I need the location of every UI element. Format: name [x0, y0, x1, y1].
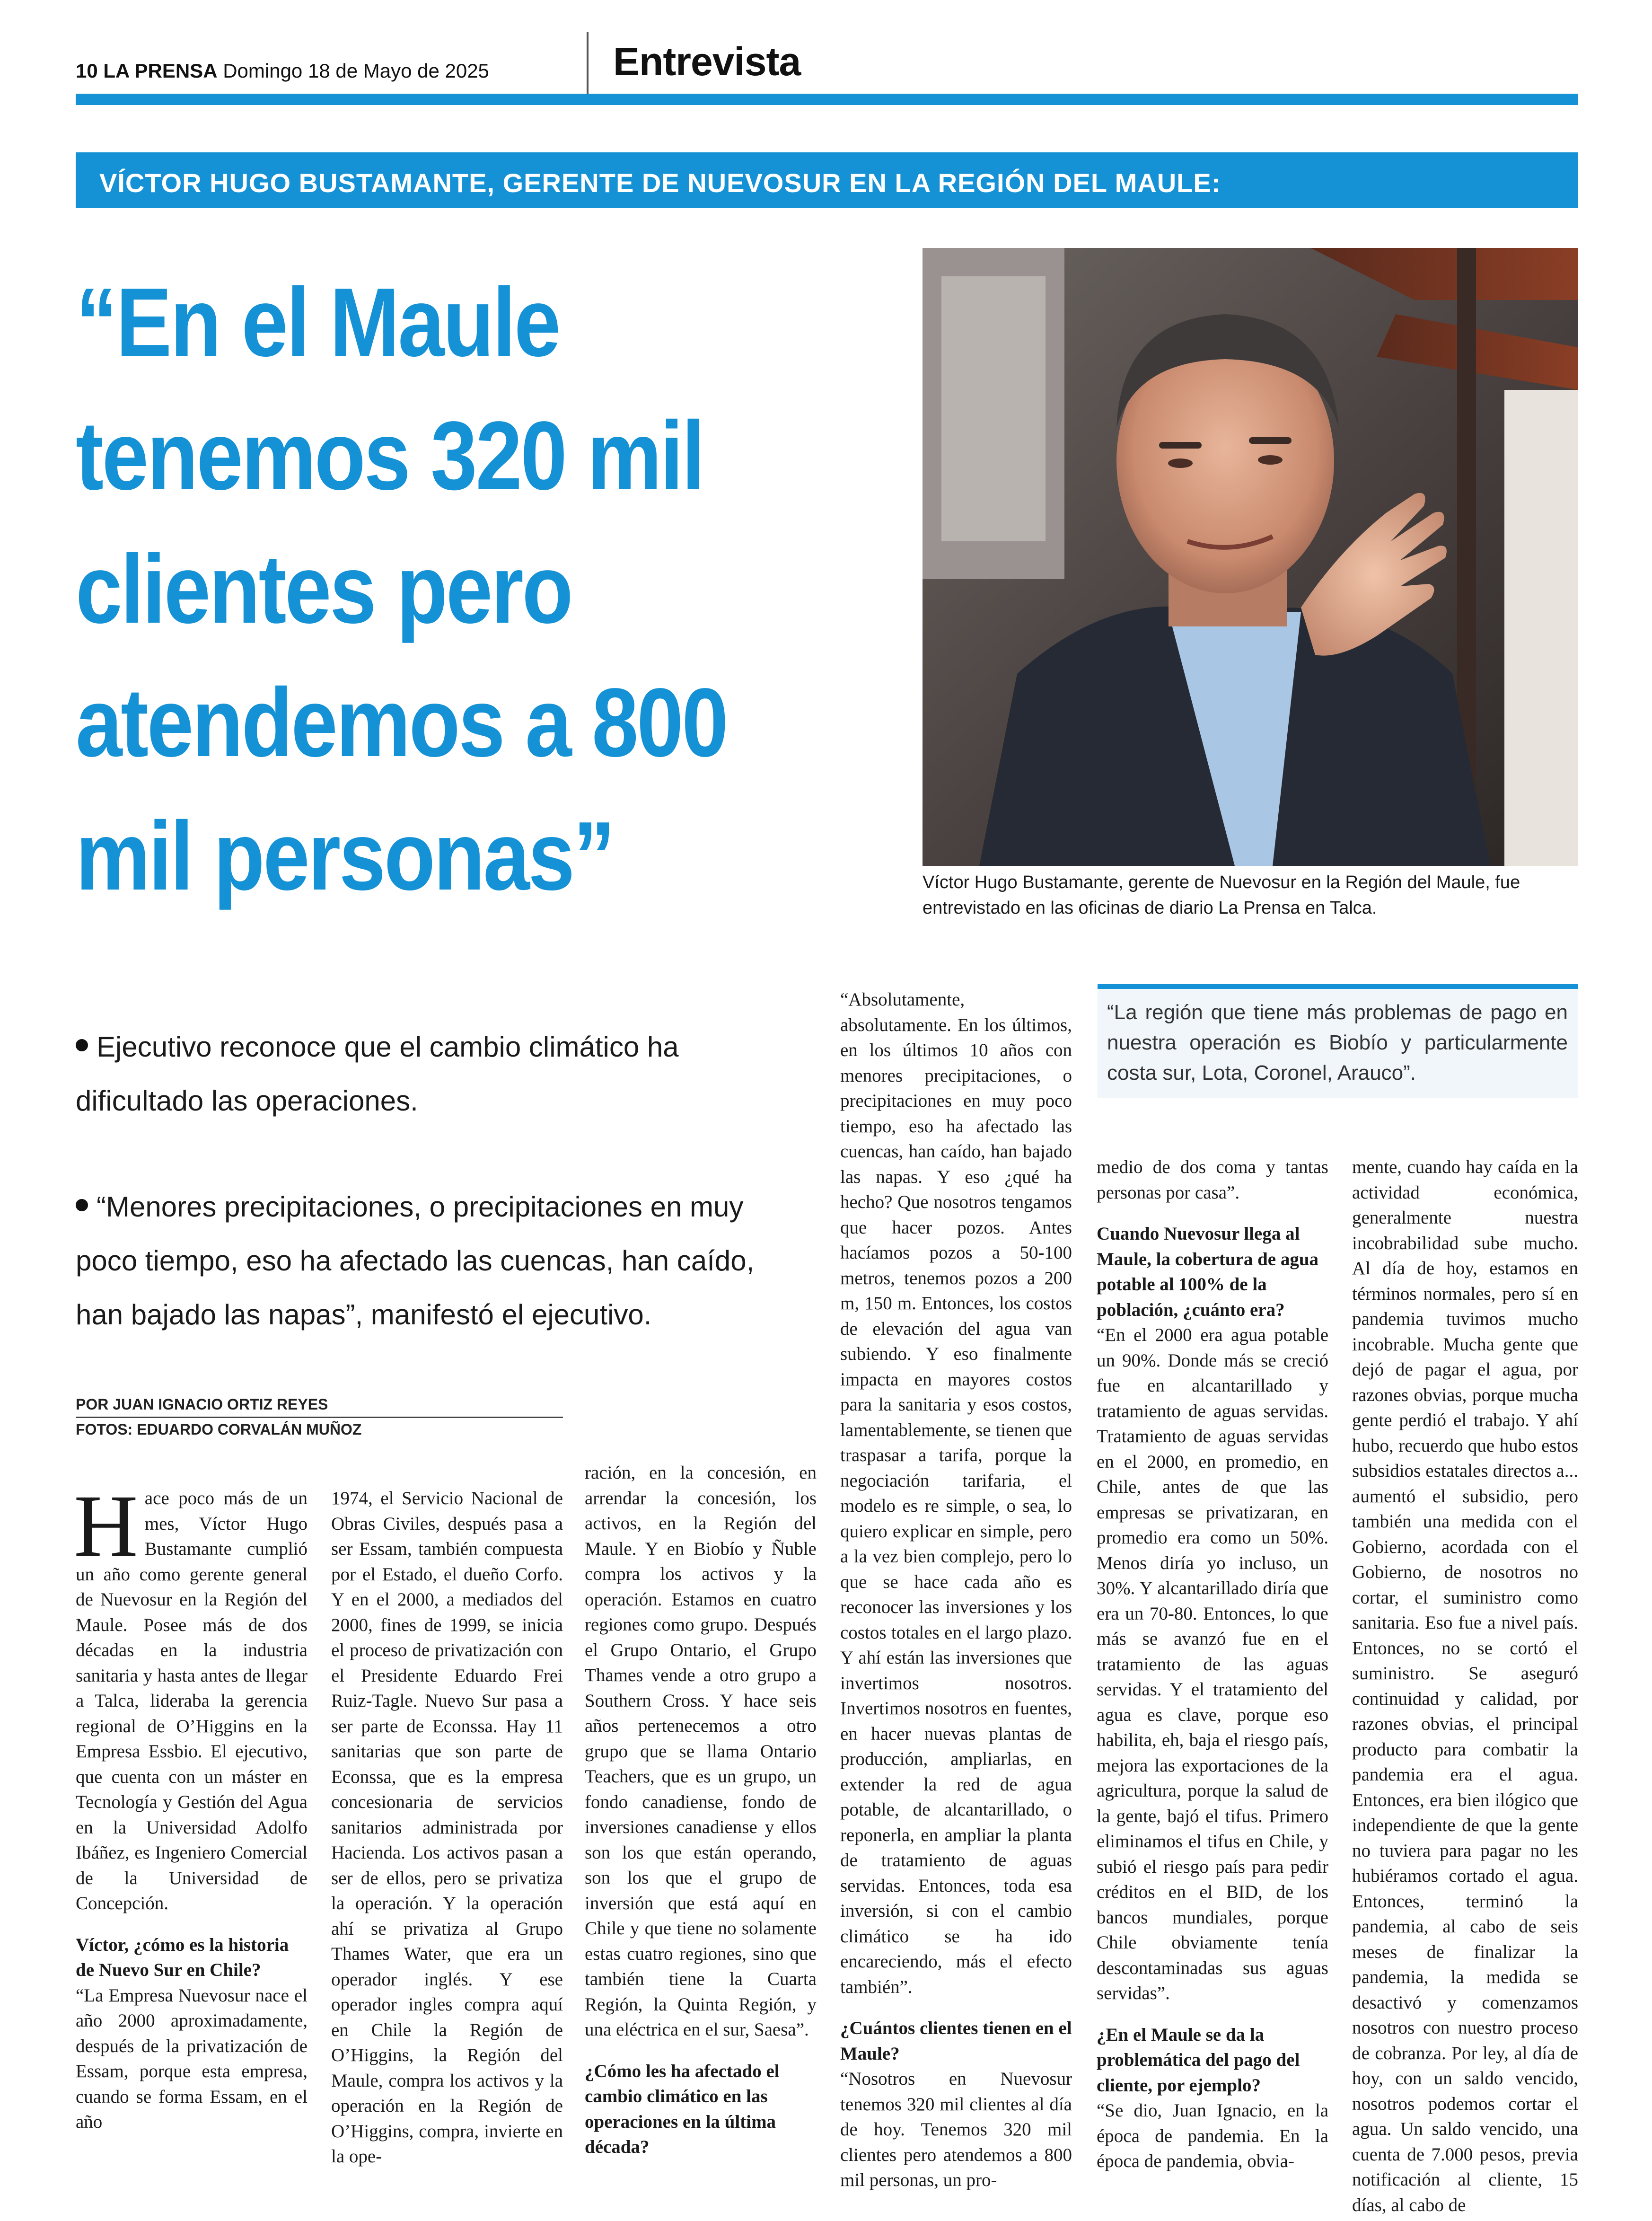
- bullet-text: Ejecutivo reconoce que el cambio climático ha dificultado las operaciones.: [76, 1031, 679, 1117]
- header-divider: [587, 32, 589, 98]
- interview-question: ¿En el Maule se da la problemática del pago del cliente, por ejemplo?: [1097, 2024, 1300, 2096]
- byline-photos: FOTOS: EDUARDO CORVALÁN MUÑOZ: [76, 1421, 362, 1438]
- bullet-item: [76, 1020, 785, 1128]
- paragraph: mente, cuando hay caída en la actividad económica, generalmente nuestra incobrabilidad sube mucho. Al día de hoy, estamos en términos normales, pero sí en pandemia tuvimos mucho incobrable. Mucha gente que dejó de pagar el agua, por razones obvias, porque mucha gente perdió el trabajo. Y ahí hubo, recuerdo que hubo estos subsidios estatales directos a... aumentó el subsidio, pero también una medida con el Gobierno, acordada con el Gobierno, de nosotros no cortar, el suministro como sanitaria. Eso fue a nivel país. Entonces, no se cortó el suministro. Se aseguró continuidad y calidad, por razones obvias, el principal producto para combatir la pandemia era el agua. Entonces, era bien ilógico que independiente de que la gente no tuviera para pagar no les hubiéramos cortado el agua. Entonces, terminó la pandemia, al cabo de seis meses de finalizar la pandemia, la medida se desactivó y comenzamos nosotros con nuestro proceso de cobranza. Por ley, al día de hoy, con un saldo vencido, nosotros podemos cortar el agua. Un saldo vencido, una cuenta de 7.000 pesos, previa notificación al cliente, 15 días, al cabo de: [1352, 1157, 1578, 2215]
- bullet-dot-icon: [76, 1039, 88, 1051]
- byline-author: POR JUAN IGNACIO ORTIZ REYES: [76, 1393, 563, 1418]
- page-number: 10: [76, 60, 98, 82]
- paragraph: medio de dos coma y tantas personas por casa”.: [1097, 1157, 1328, 1203]
- paragraph: 1974, el Servicio Nacional de Obras Civiles, después pasa a ser Essam, también compuesta por el Estado, el dueño Corfo. Y en el 2000, a mediados del 2000, fines de 1999, se inicia el proceso de privatización con el Presidente Eduardo Frei Ruiz-Tagle. Nuevo Sur pasa a ser parte de Econssa. Hay 11 sanitarias que son parte de Econssa, que es la empresa concesionaria de servicios sanitarios administrada por Hacienda. Los activos pasan a ser de ellos, pero se privatiza la operación. Y la operación ahí se privatiza al Grupo Thames Water, que era un operador inglés. Y ese operador ingles compra aquí en Chile la Región de O’Higgins, la Región del Maule, compra los activos y la operación en la Región de O’Higgins, compra, invierte en la ope-: [331, 1488, 563, 2167]
- drop-cap: H: [74, 1476, 138, 1575]
- headline: “En el Maule tenemos 320 mil clientes pero atendemos a 800 mil personas”: [76, 268, 727, 910]
- pull-quote: “La región que tiene más problemas de pago en nuestra operación es Biobío y particularmente costa sur, Lota, Coronel, Arauco”.: [1098, 984, 1578, 1098]
- summary-bullets: [76, 1020, 785, 1361]
- paragraph: ración, en la concesión, en arrendar la concesión, los activos, en la Región del Maule. Y en Biobío y Ñuble compra los activos y la operación. Estamos en cuatro regiones como grupo. Después el Grupo Ontario, el Grupo Thames vende a otro grupo a Southern Cross. Y hace seis años pertenecemos a otro grupo que se llama Ontario Teachers, que es un grupo, un fondo canadiense, fondo de inversiones canadiense y ellos son los que están operando, son los que el grupo de inversión que está aquí en Chile y que tiene no solamente estas cuatro regiones, sino que también tiene la Cuarta Región, la Quinta Región, y una eléctrica en el sur, Saesa”.: [585, 1463, 817, 2040]
- paragraph: “En el 2000 era agua potable un 90%. Donde más se creció fue en alcantarillado y tratamiento de aguas servidas. Tratamiento de aguas servidas en el 2000, en promedio, en Chile, antes de que las empresas se privatizaran, en promedio era como un 50%. Menos diría yo incluso, un 30%. Y alcantarillado diría que era un 70-80. Entonces, lo que más se avanzó fue en el tratamiento de las aguas servidas. Y el tratamiento del agua es clave, porque eso habilita, eh, baja el riesgo país, mejora las exportaciones de la agricultura, porque la salud de la gente, bajó el tifus. Primero eliminamos el tifus en Chile, y subió el riesgo país para pedir créditos en el BID, de los bancos mundiales, porque Chile obviamente tenía descontaminadas sus aguas servidas”.: [1097, 1325, 1328, 2003]
- lead-paragraph: [74, 1476, 308, 1916]
- interview-question: Víctor, ¿cómo es la historia de Nuevo Sur en Chile?: [76, 1934, 289, 1980]
- interview-photo: [923, 248, 1578, 866]
- paragraph: “La Empresa Nuevosur nace el año 2000 aproximadamente, después de la privatización de Essam, porque esta empresa, cuando se forma Essam, en el año: [76, 1985, 308, 2132]
- article-column-1: [74, 1476, 308, 2135]
- interview-question: ¿Cómo les ha afectado el cambio climático en las operaciones en la última década?: [585, 2061, 780, 2157]
- article-column-3: [585, 1460, 817, 2160]
- byline: [76, 1393, 563, 1441]
- kicker-text: VÍCTOR HUGO BUSTAMANTE, GERENTE DE NUEVOSUR EN LA REGIÓN DEL MAULE:: [99, 168, 1221, 198]
- article-column-6: [1352, 1155, 1578, 2218]
- bullet-dot-icon: [76, 1199, 88, 1211]
- bullet-text: “Menores precipitaciones, o precipitaciones en muy poco tiempo, eso ha afectado las cuencas, han caído, han bajado las napas”, manifestó el ejecutivo.: [76, 1191, 755, 1331]
- article-column-4: [840, 987, 1072, 2193]
- paragraph: “Nosotros en Nuevosur tenemos 320 mil clientes al día de hoy. Tenemos 320 mil clientes pero atendemos a 800 mil personas, un pro-: [840, 2069, 1072, 2190]
- photo-caption: Víctor Hugo Bustamante, gerente de Nuevosur en la Región del Maule, fue entrevistado en las oficinas de diario La Prensa en Talca.: [923, 873, 1520, 918]
- page-header: [76, 60, 489, 82]
- kicker-band: [76, 152, 1578, 208]
- issue-date: Domingo 18 de Mayo de 2025: [223, 60, 489, 82]
- interview-question: ¿Cuántos clientes tienen en el Maule?: [840, 2018, 1072, 2064]
- portrait-illustration: [923, 248, 1578, 866]
- interview-question: Cuando Nuevosur llega al Maule, la cobertura de agua potable al 100% de la población, ¿cuánto era?: [1097, 1224, 1319, 1320]
- bullet-item: [76, 1180, 785, 1342]
- article-column-5: [1097, 1155, 1328, 2174]
- header-rule: [76, 94, 1578, 105]
- paragraph: “Se dio, Juan Ignacio, en la época de pandemia. En la época de pandemia, obvia-: [1097, 2100, 1328, 2171]
- paragraph-text: ace poco más de un mes, Víctor Hugo Bustamante cumplió un año como gerente general de Nuevosur en la Región del Maule. Posee más de dos décadas en la industria sanitaria y hasta antes de llegar a Talca, lideraba la gerencia regional de O’Higgins en la Empresa Essbio. El ejecutivo, que cuenta con un máster en Tecnología y Gestión del Agua en la Universidad Adolfo Ibáñez, es Ingeniero Comercial de la Universidad de Concepción.: [76, 1488, 308, 1913]
- paragraph: “Absolutamente, absolutamente. En los últimos, en los últimos 10 años con menores precipitaciones, o precipitaciones en muy poco tiempo, eso ha afectado las cuencas, han caído, han bajado las napas. Y eso ¿qué ha hecho? Que nosotros tengamos que hacer pozos. Antes hacíamos pozos a 50-100 metros, tenemos pozos a 200 m, 150 m. Entonces, los costos de elevación del agua van subiendo. Y eso finalmente impacta en mayores costos para la sanitaria y esos costos, lamentablemente, se tienen que traspasar a tarifa, porque la negociación tarifaria, el modelo es re simple, o sea, lo quiero explicar en simple, pero a la vez bien complejo, pero lo que se hace cada año es reconocer las inversiones y los costos totales en el largo plazo. Y ahí están las inversiones que invertimos nosotros. Invertimos nosotros en fuentes, en hacer nuevas plantas de producción, ampliarlas, en extender la red de agua potable, de alcantarillado, o reponerla, en ampliar la planta de tratamiento de aguas servidas. Entonces, toda esa inversión, si con el cambio climático se ha ido encareciendo, más el efecto también”.: [840, 989, 1072, 1997]
- article-column-2: [331, 1486, 563, 2169]
- paper-name: LA PRENSA: [103, 60, 218, 82]
- section-title: Entrevista: [613, 39, 801, 84]
